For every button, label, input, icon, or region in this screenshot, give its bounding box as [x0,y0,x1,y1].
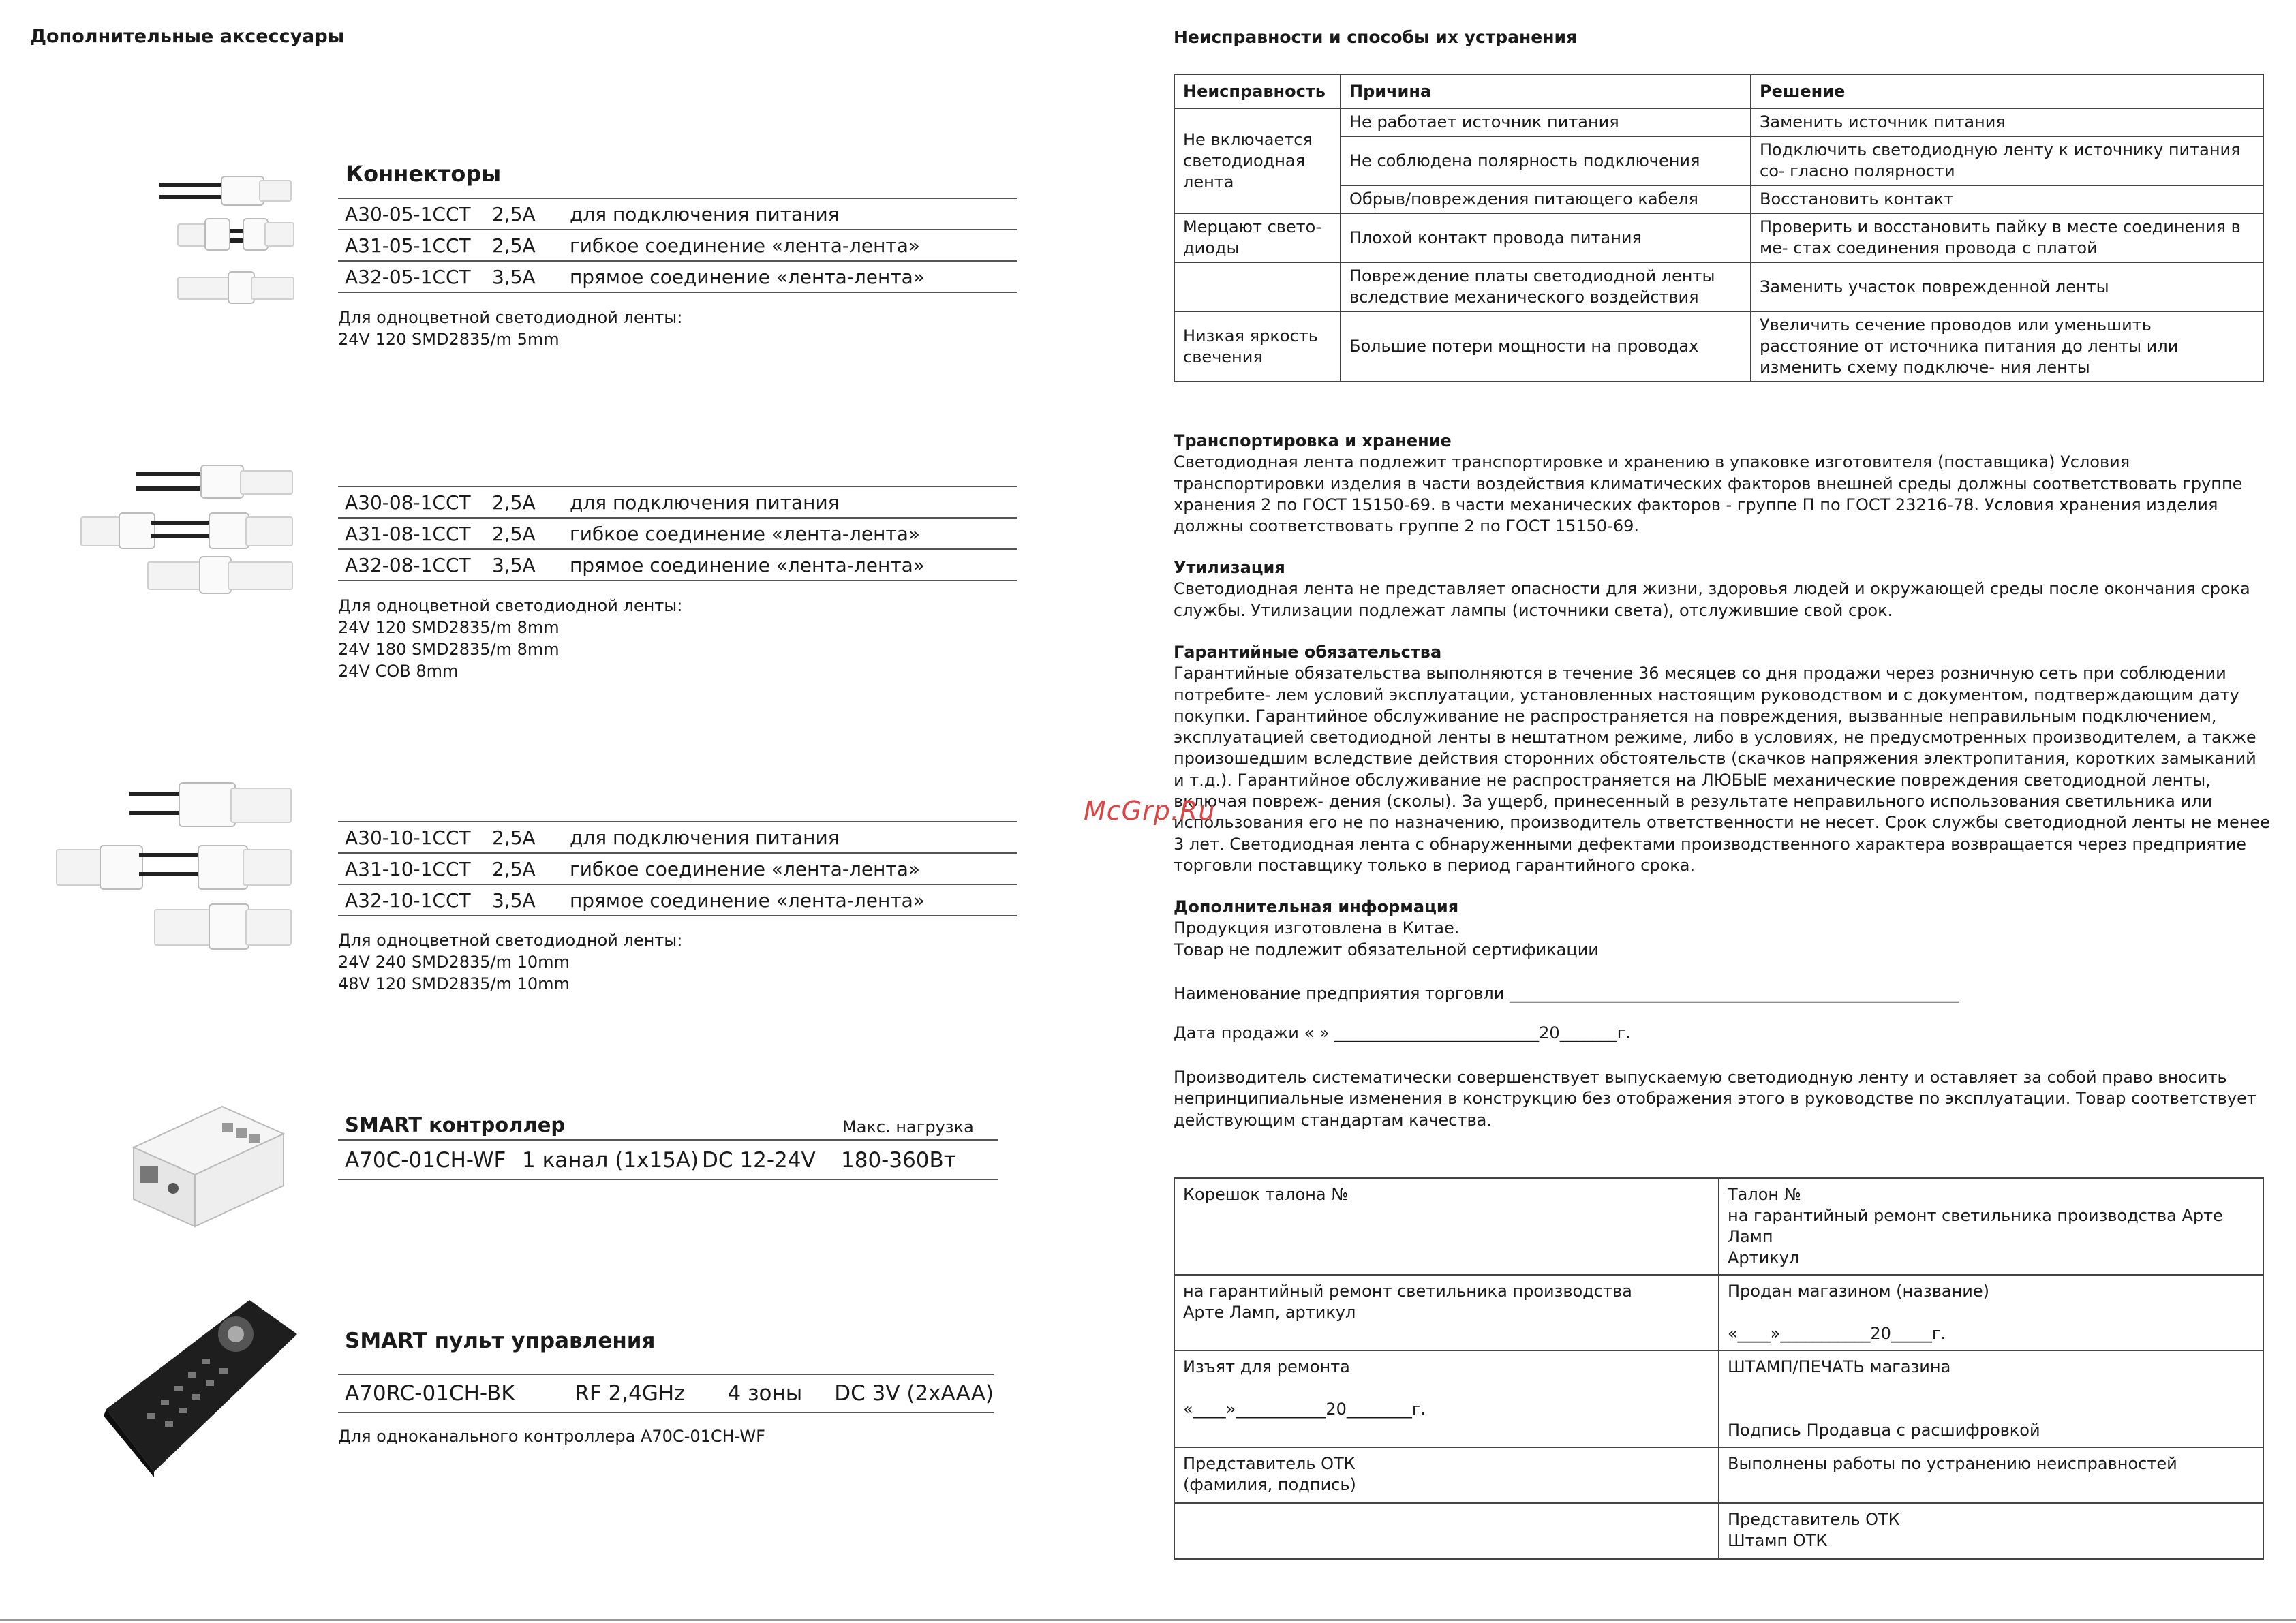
remote-title: SMART пульт управления [345,1329,656,1353]
cause-cell: Не соблюдена полярность подключения [1341,136,1751,185]
warranty-ticket-table [1174,1177,2264,1560]
ticket-cell [1174,1178,1719,1275]
ticket-cell [1174,1350,1719,1447]
ticket-text: ШТАМП/ПЕЧАТЬ магазина [1728,1357,1951,1376]
product-code: A30-10-1CCT [345,826,471,849]
ticket-text: Штамп ОТК [1728,1531,1828,1550]
controller-load: 180-360Вт [841,1148,956,1173]
transport-text: Светодиодная лента подлежит транспортировке и хранению в упаковке изготовителя (поставщика) Условия транспортировки изделия в части воздействия климатических факторов внешней среды должны соответствовать группе хранения 2 по ГОСТ 15150-69. в части механических факторов - группе П по ГОСТ 23216-78. Условия хранения изделия должны соответствовать группе 2 по ГОСТ 15150-69. [1174,452,2243,536]
warranty-section [1174,642,2271,876]
column-header: Неисправность [1174,74,1341,108]
connectors-5mm-note [338,307,682,350]
product-code: A30-05-1CCT [345,202,471,226]
ticket-text: Подпись Продавца с расшифровкой [1728,1421,2040,1440]
utilization-text: Светодиодная лента не представляет опасности для жизни, здоровья людей и окружающей среды после окончания срока службы. Утилизации подлежат лампы (источники света), отслужившие свой срок. [1174,579,2250,620]
table-row [338,262,1017,293]
ticket-cell [1719,1503,2263,1559]
table-row [338,821,1017,854]
max-load-label: Макс. нагрузка [842,1117,974,1137]
ticket-text: (фамилия, подпись) [1183,1475,1356,1494]
note-line: Для одноцветной светодиодной ленты: [338,596,683,615]
column-header: Причина [1341,74,1751,108]
faults-heading: Неисправности и способы их устранения [1174,27,1578,47]
fix-cell: Проверить и восстановить пайку в месте соединения в ме- стах соединения провода с платой [1751,213,2263,262]
table-row [1174,1447,2263,1503]
ticket-text: Корешок талона № [1183,1185,1349,1204]
cause-cell: Повреждение платы светодиодной ленты вследствие механического воздействия [1341,262,1751,311]
fix-cell: Увеличить сечение проводов или уменьшить расстояние от источника питания до ленты или изменить схему подключе- ния ленты [1751,311,2263,382]
connector-10mm-image [55,781,293,951]
ticket-text: «____»___________20_____г. [1728,1324,1946,1343]
note-line: 24V 120 SMD2835/m 8mm [338,618,560,637]
watermark: McGrp.Ru [1084,796,1216,826]
table-row [1174,213,2263,262]
product-description: прямое соединение «лента-лента» [570,553,925,576]
smart-remote-image [100,1293,297,1477]
table-row [338,550,1017,581]
table-row [1174,1350,2263,1447]
fix-cell: Подключить светодиодную ленту к источнику питания со- гласно полярности [1751,136,2263,185]
note-line: 24V 180 SMD2835/m 8mm [338,640,560,659]
table-row [1174,311,2263,382]
ticket-text: Продан магазином (название) [1728,1282,1989,1301]
note-line: 24V 240 SMD2835/m 10mm [338,953,570,972]
transport-section [1174,431,2271,537]
remote-code: A70RC-01CH-BK [345,1381,515,1406]
fix-cell: Заменить участок поврежденной ленты [1751,262,2263,311]
connectors-5mm-table [338,198,1017,293]
ticket-cell [1174,1275,1719,1350]
ticket-cell-empty [1174,1503,1719,1559]
product-description: для подключения питания [570,202,840,226]
note-line: 24V COB 8mm [338,662,459,681]
remote-power: DC 3V (2xAAA) [834,1381,994,1406]
ticket-text: Изъят для ремонта [1183,1357,1350,1376]
fix-cell: Восстановить контакт [1751,185,2263,213]
remote-row [338,1374,994,1413]
table-row [338,519,1017,550]
ticket-text: Представитель ОТК [1728,1510,1900,1529]
ticket-cell [1719,1178,2263,1275]
cause-cell: Обрыв/повреждения питающего кабеля [1341,185,1751,213]
product-code: A31-05-1CCT [345,234,471,257]
connectors-10mm-note [338,929,682,995]
trade-name-field: Наименование предприятия торговли _______________________________________________________ [1174,984,1959,1003]
warranty-text: Гарантийные обязательства выполняются в течение 36 месяцев со дня продажи через розничную сеть при соблюдении потребите- лем условий эксплуатации, установленных настоящим руководством и с документом, подтверждающим дату покупки. Гарантийное обслуживание не распространяется на повреждения, вызванные неправильным подключением, эксплуатацией светодиодной ленты в нештатном режиме, либо в условиях, не предусмотренных производителем, а также произошедшим вследствие действия сторонних обстоятельств (скачков напряжения электропитания, коротких замыканий и т.д.). Гарантийное обслуживание не распространяется на ЛЮБЫЕ механические повреждения светодиодной ленты, включая повреж- дения (сколы). За ущерб, принесенный в результате неправильного использования светильника или использования его не по назначению, производитель ответственности не несет. Срок службы светодиодной ленты не менее 3 лет. Светодиодная лента с обнаруженными дефектами производственного характера возвращается через предприятие торговли поставщику только в период гарантийного срока. [1174,664,2270,875]
ticket-text: Талон № [1728,1185,1801,1204]
manufacturer-note: Производитель систематически совершенствует выпускаемую светодиодную ленту и оставляет за собой право вносить непринципиальные изменения в конструкцию без отображения этого в руководстве по эксплуатации. Товар соответствует действующим стандартам качества. [1174,1068,2256,1130]
product-code: A32-05-1CCT [345,265,471,288]
ticket-text: Представитель ОТК [1183,1454,1356,1473]
product-current: 2,5A [492,491,536,514]
warranty-title: Гарантийные обязательства [1174,643,1442,662]
additional-info-section [1174,897,2271,961]
connector-8mm-image [79,463,293,593]
product-description: для подключения питания [570,491,840,514]
cause-cell: Плохой контакт провода питания [1341,213,1751,262]
fix-cell: Заменить источник питания [1751,108,2263,136]
controller-header [338,1111,998,1141]
connectors-10mm-table [338,821,1017,916]
table-row [1174,108,2263,136]
column-header: Решение [1751,74,2263,108]
fault-cell: Низкая яркость свечения [1174,311,1341,382]
ticket-text: Выполнены работы по устранению неисправностей [1728,1454,2177,1473]
product-current: 3,5A [492,553,536,576]
product-current: 2,5A [492,202,536,226]
ticket-text: «____»___________20________г. [1183,1400,1426,1419]
product-current: 2,5A [492,857,536,880]
ticket-text: на гарантийный ремонт светильника производства [1183,1282,1632,1301]
additional-title: Дополнительная информация [1174,897,1459,916]
ticket-cell [1174,1447,1719,1503]
controller-code: A70C-01CH-WF [345,1148,506,1173]
product-current: 3,5A [492,888,536,912]
table-row [338,486,1017,519]
table-row [338,854,1017,885]
product-current: 2,5A [492,826,536,849]
fault-cell-empty [1174,262,1341,311]
connectors-8mm-table [338,486,1017,581]
ticket-text: на гарантийный ремонт светильника производства Арте Ламп [1728,1206,2223,1246]
product-code: A32-10-1CCT [345,888,471,912]
product-description: гибкое соединение «лента-лента» [570,857,920,880]
utilization-title: Утилизация [1174,558,1285,577]
product-current: 2,5A [492,522,536,545]
additional-line: Продукция изготовлена в Китае. [1174,918,1460,938]
controller-voltage: DC 12-24V [702,1148,816,1173]
accessories-heading: Дополнительные аксессуары [30,26,345,47]
connector-5mm-image [157,170,293,307]
sale-date-field: Дата продажи « » _________________________20_______г. [1174,1023,1631,1042]
product-current: 3,5A [492,265,536,288]
ticket-cell [1719,1350,2263,1447]
ticket-text: Арте Ламп, артикул [1183,1303,1356,1322]
remote-rf: RF 2,4GHz [575,1381,686,1406]
table-row [1174,1178,2263,1275]
table-row [338,198,1017,230]
product-code: A32-08-1CCT [345,553,471,576]
fault-cell: Мерцают свето- диоды [1174,213,1341,262]
controller-title: SMART контроллер [345,1113,566,1137]
transport-title: Транспортировка и хранение [1174,431,1452,450]
product-description: прямое соединение «лента-лента» [570,265,925,288]
controller-channels: 1 канал (1x15A) [522,1148,699,1173]
cause-cell: Большие потери мощности на проводах [1341,311,1751,382]
table-row [1174,262,2263,311]
table-row [1174,1503,2263,1559]
connectors-title: Коннекторы [346,161,502,187]
note-line: Для одноцветной светодиодной ленты: [338,931,683,950]
table-row [338,230,1017,262]
controller-row [338,1142,998,1180]
ticket-text: Артикул [1728,1248,1800,1267]
additional-line: Товар не подлежит обязательной сертификации [1174,940,1599,959]
note-line: 48V 120 SMD2835/m 10mm [338,974,570,993]
note-line: Для одноканального контроллера A70C-01CH-WF [338,1427,765,1446]
table-header-row [1174,74,2263,108]
product-code: A31-10-1CCT [345,857,471,880]
table-row [338,885,1017,916]
product-code: A30-08-1CCT [345,491,471,514]
connectors-8mm-note [338,595,682,682]
smart-controller-image [120,1093,290,1229]
product-current: 2,5A [492,234,536,257]
product-description: гибкое соединение «лента-лента» [570,234,920,257]
product-description: для подключения питания [570,826,840,849]
product-description: прямое соединение «лента-лента» [570,888,925,912]
faults-table [1174,74,2264,382]
table-row [1174,1275,2263,1350]
note-line: Для одноцветной светодиодной ленты: [338,308,683,327]
remote-zones: 4 зоны [727,1381,803,1406]
remote-note [338,1425,765,1447]
product-code: A31-08-1CCT [345,522,471,545]
utilization-section [1174,557,2271,621]
bottom-divider [0,1619,2296,1621]
ticket-cell [1719,1275,2263,1350]
ticket-cell [1719,1447,2263,1503]
note-line: 24V 120 SMD2835/m 5mm [338,330,560,349]
fault-cell: Не включается светодиодная лента [1174,108,1341,213]
product-description: гибкое соединение «лента-лента» [570,522,920,545]
cause-cell: Не работает источник питания [1341,108,1751,136]
